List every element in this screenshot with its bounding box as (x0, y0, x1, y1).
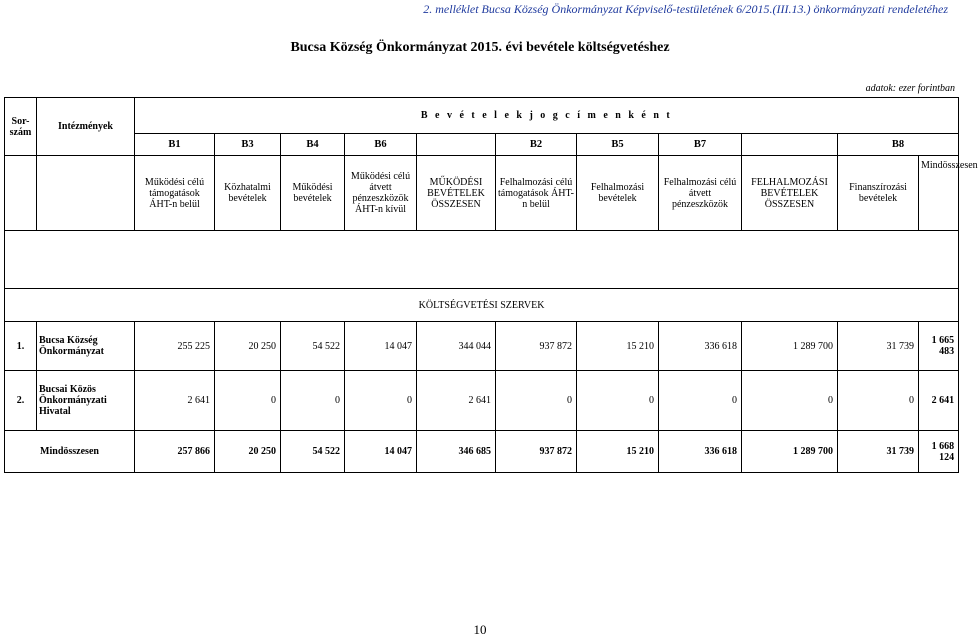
column-header: Finanszírozási bevételek (838, 156, 919, 231)
total-cell: 20 250 (215, 431, 281, 473)
column-header-empty (37, 156, 135, 231)
value-cell: 15 210 (577, 322, 659, 371)
value-cell: 0 (215, 371, 281, 431)
code-cell: B5 (577, 134, 659, 156)
column-header-row (5, 156, 959, 231)
column-header: Felhalmozási bevételek (577, 156, 659, 231)
column-header-empty (5, 156, 37, 231)
code-cell: B7 (659, 134, 742, 156)
value-cell: 54 522 (281, 322, 345, 371)
value-cell: 31 739 (838, 322, 919, 371)
column-header: MŰKÖDÉSI BEVÉTELEK ÖSSZESEN (417, 156, 496, 231)
total-label: Mindösszesen (5, 431, 135, 473)
total-cell: 54 522 (281, 431, 345, 473)
row-number: 2. (5, 371, 37, 431)
revenue-table (4, 97, 978, 473)
total-cell: 346 685 (417, 431, 496, 473)
grand-total: 1 668 124 (919, 431, 959, 473)
code-cell-empty (742, 134, 838, 156)
row-name: Bucsa Község Önkormányzat (37, 322, 135, 371)
value-cell: 255 225 (135, 322, 215, 371)
value-cell: 1 289 700 (742, 322, 838, 371)
column-header-total: Mindösszesen (919, 156, 959, 231)
code-cell: B1 (135, 134, 215, 156)
row-number: 1. (5, 322, 37, 371)
total-cell: 336 618 (659, 431, 742, 473)
code-cell: B4 (281, 134, 345, 156)
total-cell: 937 872 (496, 431, 577, 473)
total-cell: 31 739 (838, 431, 919, 473)
page-title: Bucsa Község Önkormányzat 2015. évi bevétele költségvetéshez (290, 40, 670, 55)
section-label: KÖLTSÉGVETÉSI SZERVEK (5, 289, 959, 322)
section-row (5, 289, 959, 322)
sorszam-header: Sor-szám (5, 98, 37, 156)
code-row (5, 134, 959, 156)
code-cell: B6 (345, 134, 417, 156)
row-total: 1 665 483 (919, 322, 959, 371)
total-cell: 257 866 (135, 431, 215, 473)
value-cell: 14 047 (345, 322, 417, 371)
code-cell-empty (417, 134, 496, 156)
value-cell: 2 641 (417, 371, 496, 431)
code-cell: B8 (838, 134, 959, 156)
page-number: 10 (473, 622, 487, 637)
value-cell: 937 872 (496, 322, 577, 371)
value-cell: 0 (577, 371, 659, 431)
row-name: Bucsai Közös Önkormányzati Hivatal (37, 371, 135, 431)
value-cell: 0 (281, 371, 345, 431)
total-row (5, 431, 959, 473)
row-total: 2 641 (919, 371, 959, 431)
column-header: Közhatalmi bevételek (215, 156, 281, 231)
total-cell: 14 047 (345, 431, 417, 473)
group-header-row (5, 98, 959, 134)
value-cell: 20 250 (215, 322, 281, 371)
unit-note: adatok: ezer forintban (865, 83, 955, 94)
column-header: Működési célú átvett pénzeszközök ÁHT-n kívül (345, 156, 417, 231)
value-cell: 0 (838, 371, 919, 431)
intezmenyek-header: Intézmények (37, 98, 135, 156)
column-header: Felhalmozási célú támogatások ÁHT-n belül (496, 156, 577, 231)
column-header: Működési célú támogatások ÁHT-n belül (135, 156, 215, 231)
column-header: FELHALMOZÁSI BEVÉTELEK ÖSSZESEN (742, 156, 838, 231)
code-cell: B3 (215, 134, 281, 156)
spacer-row (5, 231, 959, 289)
table-row (5, 371, 959, 431)
value-cell: 0 (742, 371, 838, 431)
value-cell: 344 044 (417, 322, 496, 371)
spacer-cell (5, 231, 959, 289)
revenue-group-header: B e v é t e l e k j o g c í m e n k é n t (135, 98, 959, 134)
table-row (5, 322, 959, 371)
code-cell: B2 (496, 134, 577, 156)
value-cell: 0 (345, 371, 417, 431)
document-header-line: 2. melléklet Bucsa Község Önkormányzat Képviselő-testületének 6/2015.(III.13.) önkormányzati rendeletéhez (423, 2, 948, 16)
value-cell: 2 641 (135, 371, 215, 431)
total-cell: 15 210 (577, 431, 659, 473)
value-cell: 0 (496, 371, 577, 431)
value-cell: 0 (659, 371, 742, 431)
column-header: Működési bevételek (281, 156, 345, 231)
total-cell: 1 289 700 (742, 431, 838, 473)
column-header: Felhalmozási célú átvett pénzeszközök (659, 156, 742, 231)
value-cell: 336 618 (659, 322, 742, 371)
